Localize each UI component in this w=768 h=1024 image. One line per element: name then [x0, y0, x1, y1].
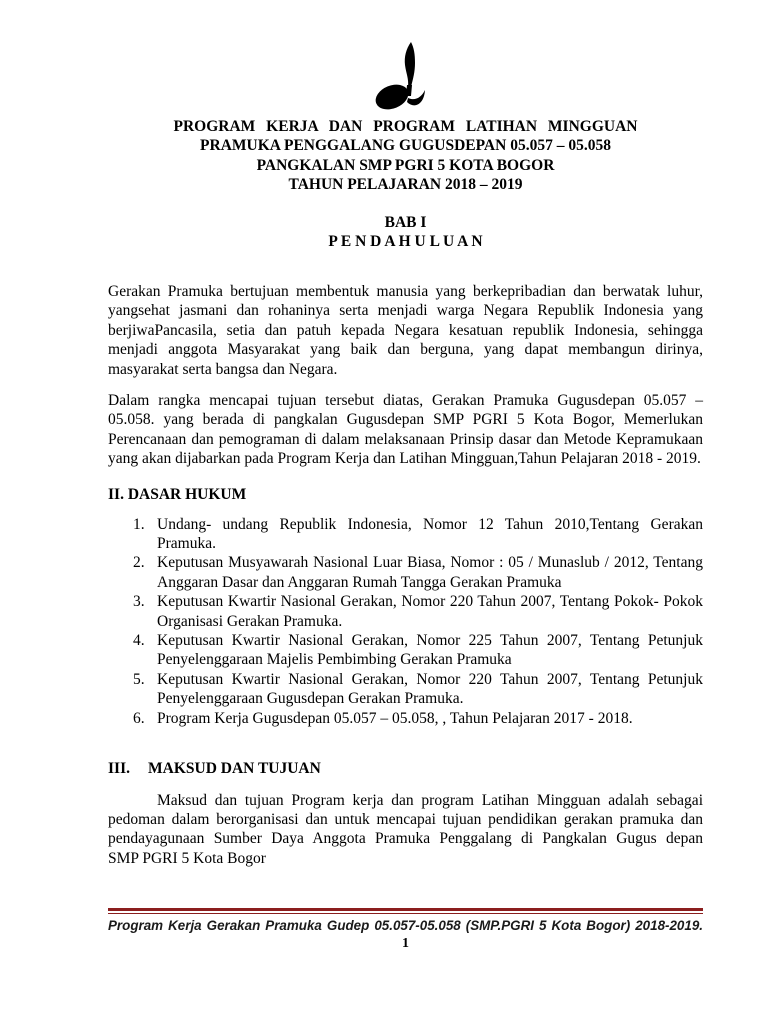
paragraph-line: Dalam rangka mencapai tujuan tersebut diatas, Gerakan Pramuka Gugusdepan 05.057 –: [108, 392, 703, 409]
title-line: PANGKALAN SMP PGRI 5 KOTA BOGOR: [256, 156, 555, 174]
list-number: 6.: [133, 709, 145, 727]
list-item-line: Keputusan Kwartir Nasional Gerakan, Nomor 225 Tahun 2007, Tentang Petunjuk: [157, 631, 703, 649]
pramuka-logo: [370, 39, 426, 113]
paragraph-line: yangsehat jasmani dan rohaninya serta menjadi warga Negara Republik Indonesia yang: [108, 302, 703, 320]
paragraph-line: SMP PGRI 5 Kota Bogor: [108, 849, 266, 867]
paragraph: [108, 391, 703, 469]
paragraph-line: menjadi anggota Masyarakat yang baik dan berguna, yang dapat membangun dirinya,: [108, 341, 703, 359]
paragraph: [108, 282, 703, 379]
list-item: [108, 592, 703, 631]
list-number: 5.: [133, 670, 145, 688]
paragraph-line: Perencanaan dan pemograman di dalam melaksanaan Prinsip dasar dan Metode Kepramukaan: [108, 430, 703, 448]
list-item: [108, 709, 703, 728]
section-number: III.: [108, 759, 130, 777]
paragraph-line: Gerakan Pramuka bertujuan membentuk manusia yang berkepribadian dan berwatak luhur,: [108, 283, 703, 300]
title-line: PRAMUKA PENGGALANG GUGUSDEPAN 05.057 – 05.058: [200, 137, 611, 155]
list-item-line: Pramuka.: [157, 534, 216, 552]
tunas-kelapa-icon: [370, 39, 426, 113]
list-item-line: Keputusan Kwartir Nasional Gerakan, Nomor 220 Tahun 2007, Tentang Petunjuk: [157, 670, 703, 688]
footer-rule-thick: [108, 908, 703, 911]
paragraph-line: Maksud dan tujuan Program kerja dan program Latihan Mingguan adalah sebagai: [157, 791, 703, 809]
chapter-heading: [108, 213, 703, 252]
document-title: [108, 117, 703, 195]
list-item: [108, 553, 703, 592]
paragraph-line: berjiwaPancasila, setia dan patuh kepada Negara kesatuan republik Indonesia, sehingga: [108, 321, 703, 339]
list-item: [108, 631, 703, 670]
sprout-shoot: [405, 42, 415, 87]
legal-basis-list: [108, 515, 703, 728]
list-item-line: Anggaran Dasar dan Anggaran Rumah Tangga Gerakan Pramuka: [157, 573, 562, 591]
title-line: TAHUN PELAJARAN 2018 – 2019: [288, 176, 523, 194]
paragraph-line: pedoman dalam berorganisasi dan untuk mencapai tujuan pendidikan gerakan pramuka dan: [108, 810, 703, 828]
list-item-line: Program Kerja Gugusdepan 05.057 – 05.058, , Tahun Pelajaran 2017 - 2018.: [157, 709, 633, 727]
section-title: MAKSUD DAN TUJUAN: [148, 759, 321, 777]
page-number: 1: [402, 936, 409, 951]
chapter-title: P E N D A H U L U A N: [328, 233, 483, 251]
coconut-shape: [372, 80, 412, 113]
section-heading: II. DASAR HUKUM: [108, 485, 247, 503]
list-item: [108, 670, 703, 709]
list-item: [108, 515, 703, 554]
list-item-line: Undang- undang Republik Indonesia, Nomor 12 Tahun 2010,Tentang Gerakan: [157, 515, 703, 533]
list-number: 4.: [133, 631, 145, 649]
paragraph: [108, 791, 703, 869]
list-item-line: Penyelenggaraan Majelis Pembimbing Gerakan Pramuka: [157, 651, 512, 669]
paragraph-line: pendayagunaan Sumber Daya Anggota Pramuka Penggalang di Pangkalan Gugus depan: [108, 830, 703, 848]
list-number: 3.: [133, 593, 145, 611]
chapter-label: BAB I: [384, 214, 427, 231]
list-number: 1.: [133, 515, 145, 533]
list-item-line: Organisasi Gerakan Pramuka.: [157, 612, 343, 630]
paragraph-line: yang akan dijabarkan pada Program Kerja dan Latihan Mingguan,Tahun Pelajaran 2018 - 2019.: [108, 450, 701, 468]
list-item-line: Penyelenggaraan Gugusdepan Gerakan Pramuka.: [157, 690, 464, 708]
list-item-line: Keputusan Musyawarah Nasional Luar Biasa, Nomor : 05 / Munaslub / 2012, Tentang: [157, 554, 703, 572]
footer-rule-thin: [108, 913, 703, 914]
list-item-line: Keputusan Kwartir Nasional Gerakan, Nomor 220 Tahun 2007, Tentang Pokok- Pokok: [157, 593, 703, 611]
paragraph-line: 05.058. yang berada di pangkalan Gugusdepan SMP PGRI 5 Kota Bogor, Memerlukan: [108, 411, 703, 429]
title-line: PROGRAM KERJA DAN PROGRAM LATIHAN MINGGUAN: [173, 118, 638, 135]
list-number: 2.: [133, 554, 145, 572]
footer-text: Program Kerja Gerakan Pramuka Gudep 05.057-05.058 (SMP.PGRI 5 Kota Bogor) 2018-2019.: [108, 918, 703, 933]
paragraph-line: masyarakat serta bangsa dan Negara.: [108, 360, 338, 378]
